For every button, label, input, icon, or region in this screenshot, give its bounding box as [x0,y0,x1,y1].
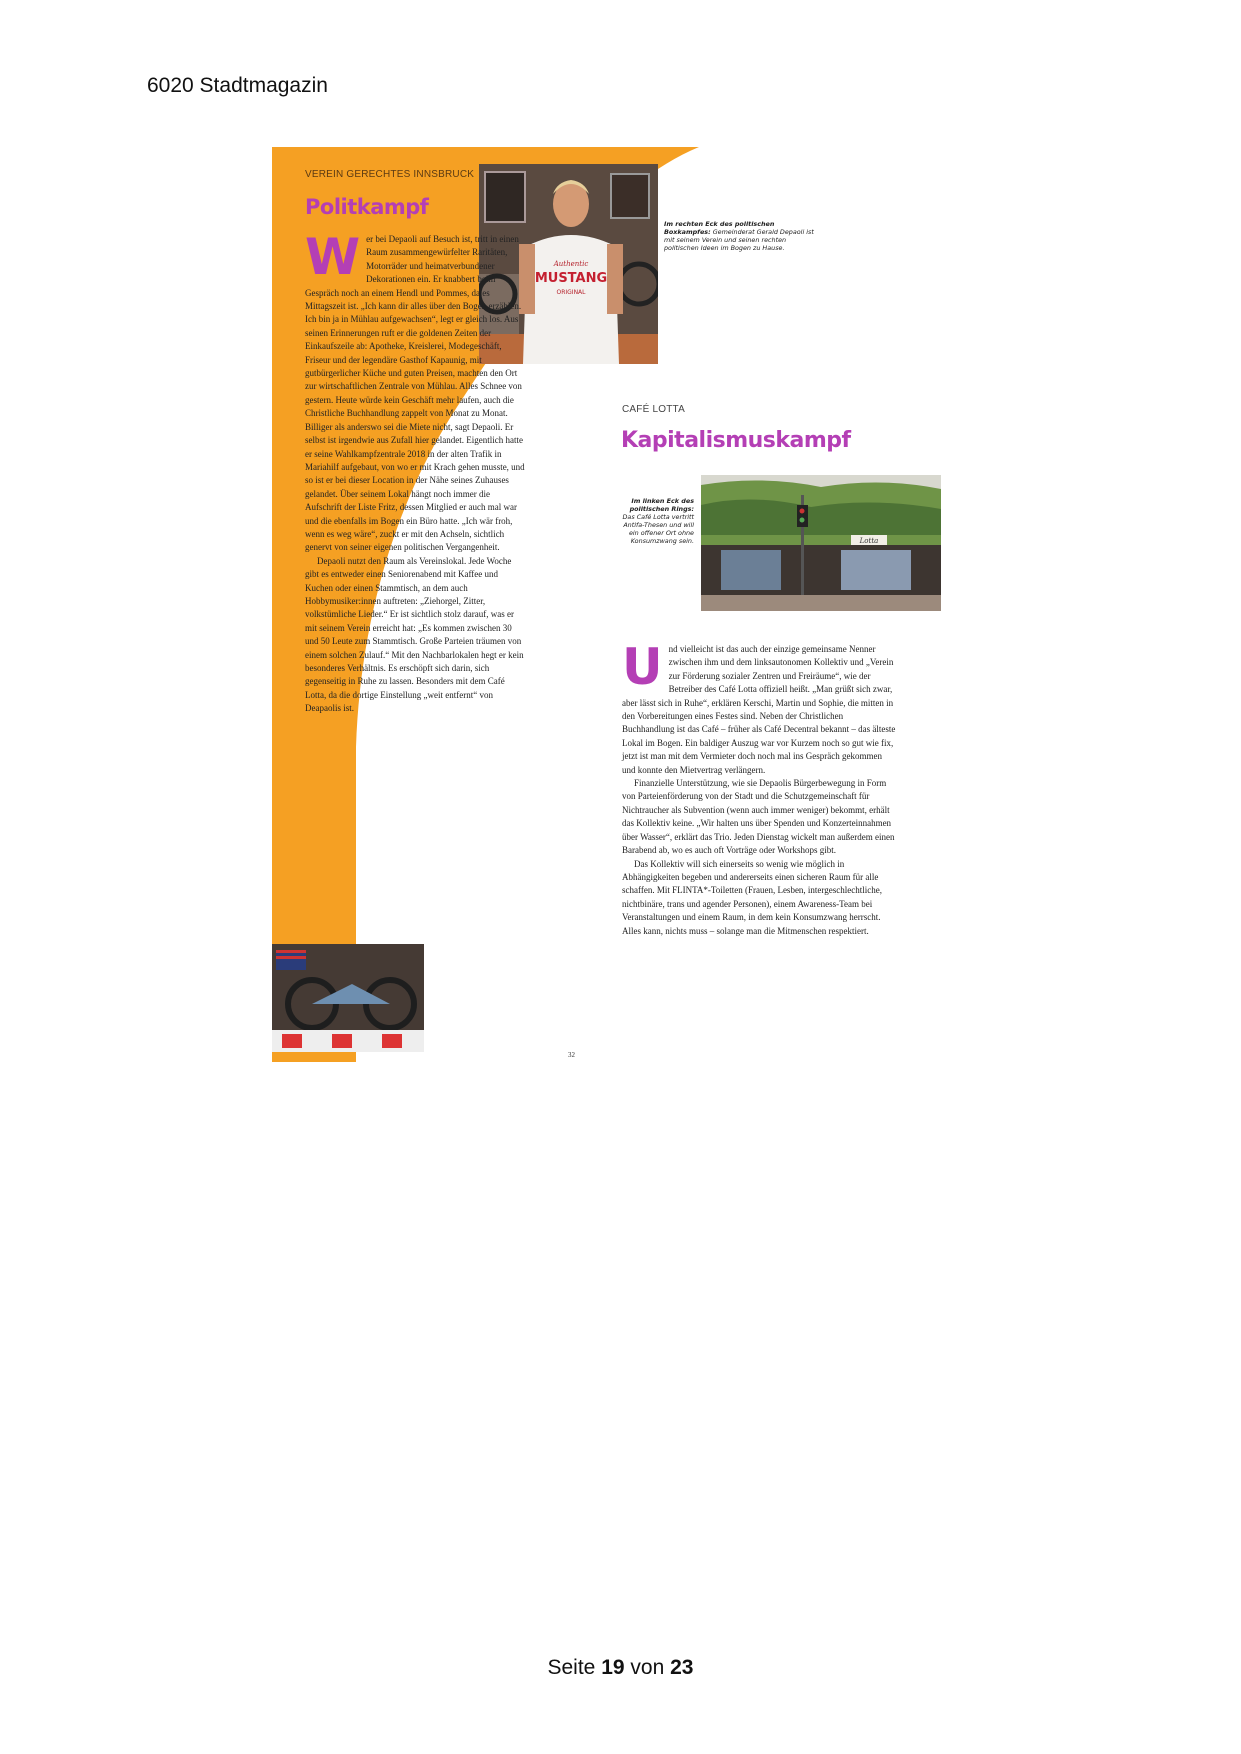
shirt-bottom-text: ORIGINAL [556,289,586,296]
caption-cafe-text: Das Café Lotta vertritt Antifa-Thesen und will ein offener Ort ohne Konsumzwang sein. [622,513,694,545]
caption-cafe-bold: Im linken Eck des politischen Rings: [629,497,694,513]
footer-prefix: Seite [547,1656,596,1679]
article-left-paragraph-1: er bei Depaoli auf Besuch ist, tritt in einen Raum zusammengewürfelter Raritäten, Motorräder und heimatverbundener Dekorationen ein. Er knabbert beim Gespräch noch an einem Hendl und Pommes, da es Mittagszeit ist. „Ich kann dir alles über den Bogen erzählen. Ich bin ja in Mühlau aufgewachsen“, legt er gleich los. Aus seinen Erinnerungen ruft er die goldenen Zeiten der Einkaufszeile ab: Apotheke, Kreislerei, Modegeschäft, Friseur und der legendäre Gasthof Kapaunig, mit gutbürgerlicher Küche und guten Preisen, machten den Ort zur wirtschaftlichen Zentrale von Mühlau. Alles Schnee von gestern. Heute würde kein Geschäft mehr laufen, auch die Christliche Buchhandlung zappelt von Monat zu Monat. Billiger als anderswo sei die Miete nicht, sagt Depaoli. Er selbst ist irgendwie aus Zufall hier gelandet. Eigentlich hatte er seine Wahlkampfzentrale 2018 in der alten Trafik in Mariahilf aufgebaut, von wo er mit Krach gehen musste, und so ist er bei dieser Location in der Nähe seines Zuhauses gelandet. Über seinem Lokal hängt noch immer die Aufschrift der Liste Fritz, dessen Mitglied er auch mal war und die ebenfalls im Bogen ein Büro hatte. „Ich wär froh, wenn es weg wäre“, zuckt er mit den Achseln, sichtlich genervt von seiner eigenen politischen Vergangenheit. [305,234,525,553]
caption-depaoli-bold: Im rechten Eck des politischen Boxkampfes: [664,220,775,236]
photo-cafe-lotta [701,475,941,611]
footer-middle: von [630,1656,665,1679]
photo-motorcycle [272,944,424,1052]
article-left-paragraph-2: Depaoli nutzt den Raum als Vereinslokal. Jede Woche gibt es entweder einen Seniorenabend mit Kaffee und Kuchen oder einen Stammtisch, an dem auch Hobbymusiker:innen auftreten: „Ziehorgel, Zitter, volkstümliche Lieder.“ Er ist sichtlich stolz darauf, was er mit seinem Verein erreicht hat: „Es kommen zwischen 30 und 50 Leute zum Stammtisch. Große Parteien träumen von einem solchen Zulauf.“ Mit den Nachbarlokalen hegt er kein besonderes Verhältnis. Es erschöpft sich darin, sich gegenseitig in Ruhe zu lassen. Besonders mit dem Café Lotta, da die dortige Einstellung „weit entfernt“ von Deapaolis ist. [305,555,524,714]
cafe-illustration [701,475,941,611]
caption-depaoli-text: Gemeinderat Gerald Depaoli ist mit seinem Verein und seinen rechten politischen Ideen im Bogen zu Hause. [664,228,814,252]
document-footer-pagination [0,1656,1241,1680]
kicker-right: CAFÉ LOTTA [622,404,685,415]
headline-politkampf: Politkampf [305,195,429,219]
caption-cafe-lotta [617,497,694,545]
kicker-left: VEREIN GERECHTES INNSBRUCK [305,169,475,180]
footer-current-page: 19 [601,1656,625,1679]
article-right-paragraph-3: Das Kollektiv will sich einerseits so wenig wie möglich in Abhängigkeiten begeben und andererseits einen sicheren Raum für alle schaffen. Mit FLINTA*-Toiletten (Frauen, Lesben, intergeschlechtliche, nichtbinäre, trans und agender Personen), einem Awareness-Team bei Veranstaltungen und einem Raum, in dem kein Konsumzwang herrscht. Alles kann, nichts muss – solange man die Mitmenschen respektiert. [622,858,882,936]
dropcap-w: W [305,228,361,286]
magazine-page-scan [272,147,942,1062]
motorcycle-illustration [272,944,424,1052]
article-left-body [305,228,525,716]
article-right-paragraph-2: Finanzielle Unterstützung, wie sie Depaolis Bürgerbewegung in Form von Parteienförderung von der Stadt und die Schutzgemeinschaft für Nichtraucher als Subvention (wenn auch immer weniger) bekommt, erhält das Kollektiv keine. „Wir halten uns über Spenden und Konzerteinnahmen über Wasser“, erklärt das Trio. Jeden Dienstag wickelt man außerdem einen Barabend ab, wo es auch oft Vorträge oder Workshops gibt. [622,778,895,856]
headline-kapitalismuskampf: Kapitalismuskampf [621,428,851,453]
cafe-sign-text: Lotta [859,537,879,545]
caption-depaoli [664,220,814,252]
document-header-title: 6020 Stadtmagazin [147,74,328,97]
shirt-top-text: Authentic [553,260,589,268]
shirt-brand-text: MUSTANG [534,271,608,286]
article-right-body [622,638,896,938]
magazine-page-number: 32 [568,1051,575,1059]
article-right-paragraph-1: nd vielleicht ist das auch der einzige gemeinsame Nenner zwischen ihm und dem linksautonomen Kollektiv und „Verein zur Förderung sozialer Zentren und Freiräume“, wie der Betreiber des Café Lotta offiziell heißt. „Man grüßt sich zwar, aber lässt sich in Ruhe“, erklären Kerschi, Martin und Sophie, die mitten in den Vorbereitungen eines Festes sind. Neben der Christlichen Buchhandlung ist das Café – früher als Café Decentral bekannt – das älteste Lokal im Bogen. Ein baldiger Auszug war vor Kurzem noch so gut wie fix, jetzt ist man mit dem Vermieter doch noch mal ins Gespräch gekommen und konnte den Mietvertrag verlängern. [622,644,896,775]
footer-total-pages: 23 [670,1656,694,1679]
dropcap-u: U [622,638,663,696]
